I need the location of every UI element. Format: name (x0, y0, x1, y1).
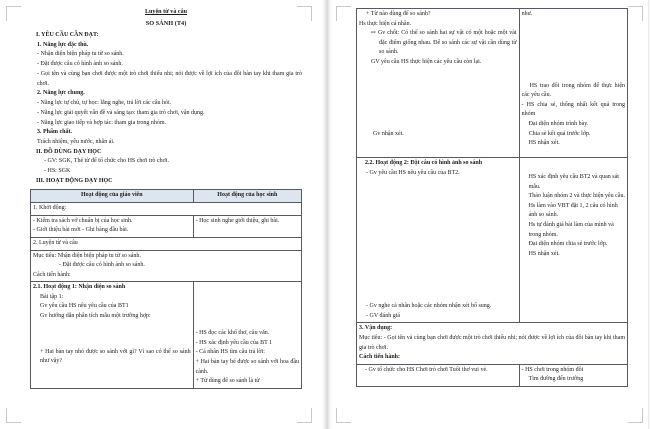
subsection-heading-general-competence: 2. Năng lực chung. (37, 90, 85, 97)
layout-spacer (522, 159, 625, 173)
crop-mark-bottom-right-icon (297, 408, 312, 423)
crop-mark-bottom-right-icon (628, 408, 643, 423)
activity2-heading: 2.2. Hoạt động 2: Đặt câu có hình ảnh so sánh (365, 160, 483, 166)
layout-spacer (359, 178, 517, 240)
activity2-student-line-6: HS nhận xét. (528, 250, 560, 257)
section-heading-activities: III. HOẠT ĐỘNG DẠY HỌC (36, 177, 113, 184)
application-teacher-line-1: - Gv tổ chức cho HS Chơi trò chơi Tuổi thơ vui vẻ. (365, 366, 488, 373)
activity1-cont-student-line-2: HS trao đổi trong nhóm để thực hiện các yêu cầu. (521, 82, 625, 99)
crop-mark-bottom-left-icon (6, 408, 21, 423)
layout-spacer (359, 68, 517, 130)
activity2-student-line-4: Hs tự đánh giá bài làm của mình và trong nhóm. (528, 221, 614, 238)
page-left-content (30, 8, 302, 389)
application-student-line-1: - HS chơi trong nhóm đôi (521, 366, 584, 373)
activity1-cont-student-line-1: như. (521, 11, 533, 17)
activity-application-method-label: Cách tiến hành: (359, 354, 401, 361)
activity1-teacher-line-1: Bài tập 1: (40, 293, 64, 300)
subsection-heading-qualities: 3. Phẩm chất. (37, 129, 72, 136)
activity2-student-line-2: Thảo luận nhóm 2 và thực hiện yêu cầu. (528, 193, 625, 200)
activity-application-heading: 3. Vận dụng: (359, 325, 393, 332)
activity2-student-line-5: Đại diện nhóm chia sẻ trước lớp. (528, 241, 608, 248)
activity1-student-line-4: + Hai bàn tay bé được so sánh với hoa đầu cành. (195, 359, 299, 375)
activity1-teacher-line-2: Gv yêu cầu HS nêu yêu cầu của BT1 (40, 303, 129, 310)
document-page-right (332, 0, 650, 429)
activity-vocab-heading: 2. Luyện từ và câu (31, 237, 302, 250)
activity1-cont-teacher-line-2: Hs thực hiện cá nhân. (359, 20, 412, 27)
table-header-student-activity: Hoạt động của học sinh (193, 189, 301, 203)
specific-competence-item-3: - Gọi tên và cùng bạn chơi được một trò chơi thiếu nhi; nói được về lợi ích của đôi bàn tay khi tham gia trò chơi. (37, 70, 302, 87)
table-row (357, 364, 628, 386)
table-row (357, 158, 628, 323)
activity2-student-line-1: HS xác định yêu cầu BT2 và quan sát mẫu. (528, 174, 619, 190)
activity1-teacher-line-4: + Hai bàn tay nhỏ được so sánh với gì? Vì sao có thể so sánh như vậy? (40, 348, 191, 365)
application-student-line-2: Tìm đường đến trường (528, 376, 584, 383)
activity2-teacher-line-2: - Gv nghe cá nhân hoặc các nhóm nhận xét bổ sung. (366, 303, 492, 310)
activity-warmup-heading: 1. Khởi động: (31, 203, 302, 216)
table-row (31, 203, 302, 216)
lesson-title: SO SÁNH (T4) (145, 19, 187, 27)
subsection-heading-specific-competence: 1. Năng lực đặc thù. (37, 41, 89, 48)
document-page-left (0, 0, 322, 429)
vocab-objective-line-2: - Đặt được câu có hình ảnh so sánh. (59, 262, 145, 269)
activity1-student-line-3: - Cá nhân HS tìm câu trả lời: (195, 349, 265, 356)
layout-spacer (522, 20, 625, 82)
warmup-student-cell (193, 215, 301, 237)
activity1-heading: 2.1. Hoạt động 1: Nhận diện so sánh (33, 284, 126, 291)
activity1-cont-student-line-6: HS nhận xét. (528, 140, 560, 147)
lesson-plan-table-left (30, 189, 302, 389)
general-competence-item-2: - Năng lực giải quyết vấn đề và sáng tạo: tham gia trò chơi, vận dụng. (37, 109, 205, 116)
table-row (31, 282, 302, 389)
layout-spacer (196, 283, 299, 329)
vocab-objective-line-3: Cách tiến hành: (33, 271, 71, 278)
activity1-teacher-line-3: Gv hướng dẫn phân tích mẫu một trường hợp: (40, 313, 151, 320)
activity1-student-line-1: - HS đọc các khổ thơ, câu văn. (195, 330, 270, 337)
activity1-cont-teacher-line-5: Gv nhận xét. (373, 130, 404, 137)
activity1-student-cell (193, 282, 301, 389)
activity1-student-line-5: + Từ dùng để so sánh là từ (195, 378, 260, 385)
crop-mark-top-right-icon (628, 6, 643, 21)
activity2-teacher-line-3: - GV đánh giá (366, 312, 401, 319)
activity1-cont-teacher-cell (357, 9, 520, 158)
table-row (357, 9, 628, 158)
warmup-student-line-1: - Học sinh nghe giới thiệu, ghi bài. (195, 217, 280, 224)
general-competence-item-3: - Năng lực giao tiếp và hợp tác: tham gia trong nhóm. (37, 119, 167, 126)
activity1-cont-student-line-5: Chia sẻ kết quả trước lớp. (528, 130, 591, 137)
activity1-cont-teacher-line-4: GV yêu cầu HS thực hiện các yêu cầu còn lại. (371, 58, 482, 65)
activity2-teacher-line-1: - Gv yêu cầu HS nêu yêu cầu của BT2. (366, 169, 460, 176)
table-row (31, 215, 302, 237)
table-row (31, 250, 302, 282)
lesson-subtitle: Luyện từ và câu (144, 9, 188, 15)
activity1-cont-teacher-line-1: + Từ nào dùng để so sánh? (366, 11, 431, 17)
crop-mark-top-left-icon (336, 6, 351, 21)
teaching-aid-item-1: - GV: SGK, Thẻ từ để tổ chức cho HS chơi trò chơi. (44, 158, 169, 165)
table-row (357, 323, 628, 364)
activity2-teacher-cell (357, 158, 520, 323)
general-competence-item-1: - Năng lực tự chủ, tự học: lắng nghe, trả lời các câu hỏi. (37, 100, 172, 107)
activity1-cont-student-cell (519, 9, 627, 158)
crop-mark-bottom-left-icon (336, 408, 351, 423)
warmup-teacher-cell (31, 215, 194, 237)
crop-mark-top-left-icon (6, 6, 21, 21)
activity-application-cell (357, 323, 628, 364)
activity-application-objective: Mục tiêu: - Gọi tên và cùng bạn chơi được một trò chơi thiếu nhi; nói được về lợi ích của đôi bàn tay khi tham gia trò chơi. (359, 334, 625, 351)
activity2-student-line-3: Hs làm vào VBT đặt 1, 2 câu có hình ảnh so sánh. (528, 202, 618, 219)
activity1-student-line-2: - HS xác định yêu cầu của BT 1 (195, 339, 273, 346)
section-heading-requirements: I. YÊU CẦU CẦN ĐẠT: (36, 32, 99, 39)
application-teacher-cell (357, 364, 520, 386)
table-row (31, 237, 302, 250)
activity1-teacher-cell (31, 282, 194, 389)
table-header-row (31, 189, 302, 203)
warmup-teacher-line-1: - Kiểm tra sách vở chuẩn bị của học sinh. (33, 217, 133, 224)
warmup-teacher-line-2: - Giới thiệu bài mới - Ghi bảng đầu bài. (33, 227, 129, 234)
section-heading-teaching-aids: II. ĐỒ DÙNG DẠY HỌC (36, 148, 102, 155)
layout-spacer (359, 240, 517, 302)
page-right-content (356, 8, 628, 387)
qualities-item-1: Trách nhiệm, yêu nước, nhân ái. (37, 138, 115, 145)
table-header-teacher-activity: Hoạt động của giáo viên (31, 189, 194, 203)
specific-competence-item-1: - Nhận diện biện pháp tu từ so sánh. (37, 51, 124, 58)
activity1-cont-student-line-4: Đại diện nhóm trình bày. (528, 120, 589, 127)
activity2-student-cell (519, 158, 627, 323)
specific-competence-item-2: - Đặt được câu có hình ảnh so sánh. (37, 61, 123, 68)
teaching-aid-item-2: - HS: SGK (44, 168, 71, 175)
activity1-cont-teacher-line-3: ⇨ Gv chốt: Có thể so sánh hai sự vật có một hoặc một vài đặc điểm giống nhau. Để so sánh các sự vật cần dùng từ so sánh. (371, 30, 517, 56)
vocab-objective-line-1: Mục tiêu: Nhận diện biện pháp tu từ so sánh. (33, 252, 141, 259)
application-student-cell (519, 364, 627, 386)
layout-spacer (33, 322, 191, 348)
page-gutter-divider (322, 0, 332, 429)
activity1-cont-student-line-3: - HS chia sẻ, thống nhất kết quả trong nhóm (521, 101, 625, 118)
vocab-objective-cell (31, 250, 302, 282)
lesson-plan-table-right (356, 8, 628, 387)
